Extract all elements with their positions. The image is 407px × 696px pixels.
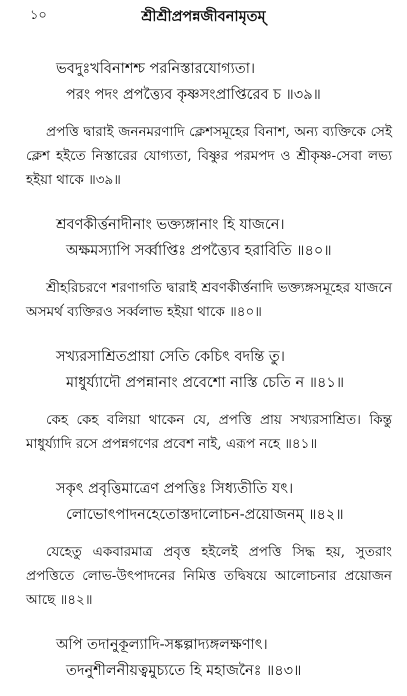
verse-line: পরং পদং প্রপত্ত্যৈব কৃষ্ণসংপ্রাপ্তিরেব চ ॥৩৯॥ xyxy=(66,87,321,103)
commentary-40: শ্রীহরিচরণে শরণাগতি দ্বারাই শ্রবণকীর্ত্তনাদি ভক্ত্যঙ্গসমূহের যাজনে অসমর্থ ব্যক্তিরও সর্ব্বলাভ হইয়া থাকে ॥৪০॥ xyxy=(26,280,392,320)
verse-line: সখ্যরসাশ্রিতপ্রায়া সেতি কেচিৎ বদন্তি তু। xyxy=(56,349,285,365)
page-body xyxy=(26,56,392,696)
verse-39 xyxy=(26,56,392,108)
verse-line: শ্রবণকীর্ত্তনাদীনাং ভক্ত্যঙ্গানাং হি যাজনে। xyxy=(56,217,285,233)
commentary-39: প্রপত্তি দ্বারাই জননমরণাদি ক্লেশসমূহের বিনাশ, অন্য ব্যক্তিকে সেই ক্লেশ হইতে নিস্তারের যোগ্যতা, বিষ্ণুর পরমপদ ও শ্রীকৃষ্ণ-সেবা লভ্য হইয়া থাকে ॥৩৯॥ xyxy=(26,124,392,188)
commentary-41: কেহ কেহ বলিয়া থাকেন যে, প্রপত্তি প্রায় সখ্যরসাশ্রিত। কিন্তু মাধুর্য্যাদি রসে প্রপন্নগণের প্রবেশ নাই, এরূপ নহে ॥৪১॥ xyxy=(26,412,392,452)
verse-line: মাধুর্য্যাদৌ প্রপন্নানাং প্রবেশো নাস্তি চেতি ন ॥৪১॥ xyxy=(66,375,345,391)
verse-40 xyxy=(26,212,392,264)
verse-line: সকৃৎ প্রবৃত্তিমাত্রেণ প্রপত্তিঃ সিধ্যতীতি যৎ। xyxy=(56,481,294,497)
verse-line: অপি তদানুকূল্যাদি-সঙ্কল্পাদ্যঙ্গলক্ষণাৎ। xyxy=(56,637,268,653)
verse-42 xyxy=(26,476,392,528)
commentary-42: যেহেতু একবারমাত্র প্রবৃত্ত হইলেই প্রপত্তি সিদ্ধ হয়, সুতরাং প্রপত্তিতে লোভ-উৎপাদনের নিমিত্ত তদ্বিষয়ে আলোচনার প্রয়োজন আছে ॥৪২॥ xyxy=(26,544,392,608)
page-number: ১০ xyxy=(30,8,47,23)
verse-line: তদনুশীলনীয়ত্বমুচ্যতে হি মহাজনৈঃ ॥৪৩॥ xyxy=(66,663,302,679)
verse-line: ভবদুঃখবিনাশশ্চ পরনিস্তারযোগ্যতা। xyxy=(56,61,256,77)
verse-line: লোভোৎপাদনহেতোস্তদালোচন-প্রয়োজনম্‌ ॥৪২॥ xyxy=(66,507,344,523)
page-header xyxy=(0,6,407,30)
verse-43 xyxy=(26,632,392,684)
running-title: শ্রীশ্রীপ্রপন্নজীবনামৃতম্‌ xyxy=(141,8,266,25)
verse-41 xyxy=(26,344,392,396)
verse-line: অক্ষমস্যাপি সর্ব্বাপ্তিঃ প্রপত্ত্যৈব হরাবিতি ॥৪০॥ xyxy=(66,243,332,259)
